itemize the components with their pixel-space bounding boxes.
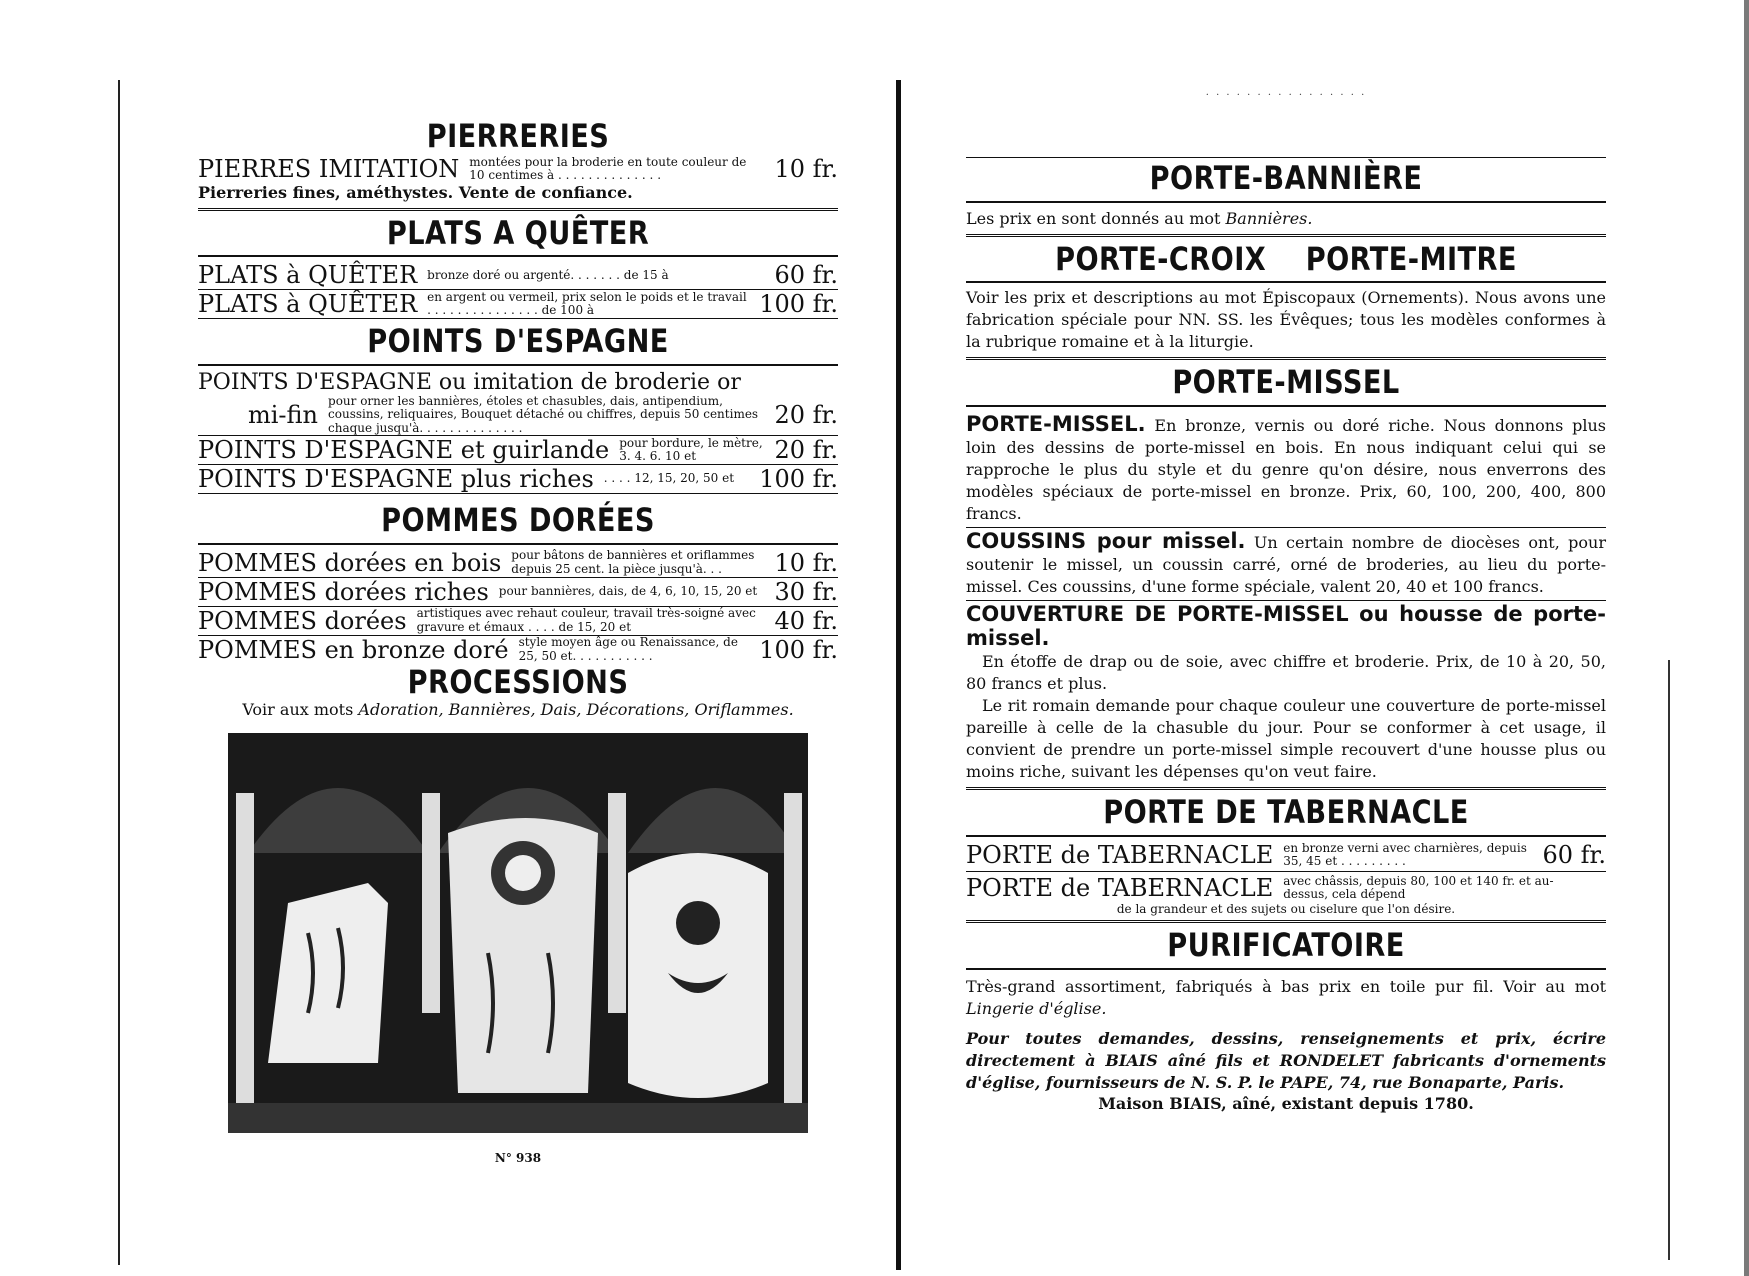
note-words: Adoration, Bannières, Dais, Décorations, Oriflammes. — [358, 700, 794, 720]
page-edge — [1744, 0, 1749, 1276]
item-description: pour bannières, dais, de 4, 6, 10, 15, 20 et — [498, 583, 758, 598]
item-description: de la grandeur et des sujets ou ciselure que l'on désire. — [1116, 901, 1456, 916]
right-page — [966, 90, 1606, 1113]
catalog-row — [198, 155, 838, 183]
item-name: PIERRES IMITATION — [198, 154, 460, 183]
section-title-tabernacle: PORTE DE TABERNACLE — [1103, 793, 1469, 832]
divider — [966, 234, 1606, 237]
catalog-row — [198, 607, 838, 636]
paragraph-text: En étoffe de drap ou de soie, avec chiffre et broderie. Prix, de 10 à 20, 50, 80 francs et plus. — [966, 652, 1606, 694]
section-title-plats: PLATS A QUÊTER — [386, 213, 650, 252]
divider — [966, 600, 1606, 601]
catalog-row — [198, 436, 838, 465]
item-description: style moyen âge ou Renaissance, de 25, 50 et. . . . . . . . . . . — [518, 635, 738, 663]
paragraph-text: En bronze, vernis ou doré riche. Nous donnons plus loin des dessins de porte-missel en bois. En nous indiquant celui qui se rapproche le plus du style et du genre qu'on désire, nous enverrons des modèles spéciaux de porte-missel en bronze. Prix, 60, 100, 200, 400, 800 francs. — [966, 416, 1606, 524]
item-description: bronze doré ou argenté. . . . . . . de 15 à — [427, 267, 669, 282]
section-title-pommes: POMMES DORÉES — [381, 500, 655, 539]
item-price: 100 fr. — [759, 464, 838, 493]
divider — [198, 208, 838, 211]
left-page — [198, 118, 838, 1165]
item-description: en bronze verni avec charnières, depuis 35, 45 et . . . . . . . . . — [1283, 840, 1527, 868]
divider — [966, 201, 1606, 203]
section-title-porte-croix: PORTE-CROIX PORTE-MITRE — [1055, 239, 1517, 278]
catalog-row — [198, 395, 838, 436]
divider — [966, 787, 1606, 790]
item-description: pour orner les bannières, étoles et chasubles, dais, antipendium, coussins, reliquaires, Bouquet détaché ou chiffres, depuis 50 centimes chaque jusqu'à. . . . . . . . . . . . . . — [328, 394, 759, 435]
divider — [198, 543, 838, 545]
processions-note — [198, 700, 838, 719]
note-prefix: Voir aux mots — [242, 700, 354, 720]
missel-paragraph — [966, 413, 1606, 525]
divider — [966, 968, 1606, 970]
paragraph-text: Très-grand assortiment, fabriqués à bas prix en toile pur fil. Voir au mot — [966, 976, 1606, 996]
item-price: 40 fr. — [774, 606, 838, 635]
item-name: PLATS à QUÊTER — [198, 290, 418, 319]
item-price: 100 fr. — [759, 290, 838, 319]
maison-line: Maison BIAIS, aîné, existant depuis 1780. — [1098, 1093, 1474, 1113]
coussins-paragraph — [966, 530, 1606, 598]
item-description: en argent ou vermeil, prix selon le poids et le travail . . . . . . . . . . . . . . . de 100 à — [427, 290, 747, 318]
item-description: montées pour la broderie en toute couleur de 10 centimes à . . . . . . . . . . . . . . — [469, 154, 747, 182]
item-price: 10 fr. — [774, 154, 838, 183]
item-name: PORTE de TABERNACLE — [966, 840, 1274, 869]
section-title-porte-banniere: PORTE-BANNIÈRE — [1149, 159, 1423, 197]
paragraph-lead: COUSSINS pour missel. — [966, 529, 1246, 554]
item-price: 20 fr. — [774, 435, 838, 464]
item-name: POMMES dorées en bois — [198, 548, 502, 577]
purificatoire-text — [966, 976, 1606, 1020]
croix-text: Voir les prix et descriptions au mot Épiscopaux (Ornements). Nous avons une fabrication spéciale pour NN. SS. les Évêques; tous les modèles conformes à la rubrique romaine et à la liturgie. — [966, 288, 1606, 352]
catalog-row — [198, 261, 838, 290]
item-description: . . . . 12, 15, 20, 50 et — [603, 471, 735, 486]
couverture-paragraph — [966, 603, 1606, 651]
right-margin-rule — [1668, 660, 1670, 1260]
catalog-row — [198, 290, 838, 319]
divider — [966, 871, 1606, 872]
item-price: 60 fr. — [1542, 840, 1606, 869]
item-name: POMMES en bronze doré — [198, 635, 509, 664]
paragraph-italic: Lingerie d'église. — [966, 998, 1107, 1018]
banniere-note — [966, 209, 1606, 230]
figure-caption: N° 938 — [494, 1151, 542, 1166]
divider — [966, 527, 1606, 528]
divider — [966, 835, 1606, 837]
note-prefix: Les prix en sont donnés au mot — [966, 208, 1221, 228]
paragraph-lead: PORTE-MISSEL. — [966, 412, 1146, 437]
item-name: PORTE de TABERNACLE — [966, 873, 1274, 902]
item-price: 60 fr. — [774, 261, 838, 290]
catalog-row — [966, 841, 1606, 869]
item-price: 30 fr. — [774, 577, 838, 606]
book-spine — [896, 80, 901, 1270]
divider — [966, 405, 1606, 407]
left-margin-rule — [118, 80, 120, 1265]
item-description: pour bordure, le mètre, 3. 4. 6. 10 et — [619, 435, 763, 463]
divider — [198, 255, 838, 257]
item-name: POINTS D'ESPAGNE plus riches — [198, 464, 594, 493]
pierreries-note: Pierreries fines, améthystes. Vente de confiance. — [198, 182, 633, 202]
top-ornament: · · · · · · · · · · · · · · · · — [1205, 90, 1367, 101]
section-title-purificatoire: PURIFICATOIRE — [1167, 925, 1405, 964]
divider — [966, 157, 1606, 158]
paragraph-text: Le rit romain demande pour chaque couleur une couverture de porte-missel pareille à celle de la chasuble du jour. Pour se conformer à cet usage, il convient de prendre un porte-missel simple recouvert d'une housse plus ou moins riche, suivant les dépenses qu'on veut faire. — [966, 696, 1606, 782]
vestments-illustration — [228, 733, 808, 1133]
note-word: Bannières. — [1225, 208, 1313, 228]
item-description: pour bâtons de bannières et oriflammes depuis 25 cent. la pièce jusqu'à. . . — [511, 548, 755, 576]
section-title-processions: PROCESSIONS — [407, 662, 629, 701]
section-title-porte-missel: PORTE-MISSEL — [1172, 363, 1400, 402]
catalog-row — [198, 578, 838, 607]
catalog-row — [198, 636, 838, 664]
item-name: POINTS D'ESPAGNE ou imitation de broderie or — [198, 370, 741, 396]
item-description: artistiques avec rehaut couleur, travail très-soigné avec gravure et émaux . . . . de 15, 20 et — [416, 606, 756, 634]
catalog-row — [966, 874, 1606, 902]
item-price: 10 fr. — [774, 548, 838, 577]
item-description: avec châssis, depuis 80, 100 et 140 fr. et au-dessus, cela dépend — [1283, 873, 1554, 901]
divider — [198, 364, 838, 366]
item-name: POMMES dorées — [198, 606, 407, 635]
catalog-row — [198, 465, 838, 494]
item-name: POMMES dorées riches — [198, 577, 489, 606]
divider — [966, 281, 1606, 283]
item-name: PLATS à QUÊTER — [198, 261, 418, 290]
item-price: 100 fr. — [759, 635, 838, 664]
divider — [966, 357, 1606, 360]
paragraph-text: Un certain nombre de diocèses ont, pour soutenir le missel, un coussin carré, orné de broderies, au lieu du porte-missel. Ces coussins, d'une forme spéciale, valent 20, 40 et 100 francs. — [966, 533, 1606, 597]
section-title-points: POINTS D'ESPAGNE — [367, 322, 669, 361]
divider — [966, 920, 1606, 923]
item-name: mi-fin — [248, 400, 319, 429]
catalog-row — [198, 549, 838, 578]
ordering-info: Pour toutes demandes, dessins, renseignements et prix, écrire directement à BIAIS aîné fils et RONDELET fabricants d'ornements d'église, fournisseurs de N. S. P. le PAPE, 74, rue Bonaparte, Paris. — [966, 1028, 1606, 1092]
section-title-pierreries: PIERRERIES — [426, 117, 610, 155]
paragraph-lead: COUVERTURE DE PORTE-MISSEL ou housse de porte-missel. — [966, 602, 1606, 651]
item-price: 20 fr. — [774, 400, 838, 429]
item-name: POINTS D'ESPAGNE et guirlande — [198, 435, 610, 464]
